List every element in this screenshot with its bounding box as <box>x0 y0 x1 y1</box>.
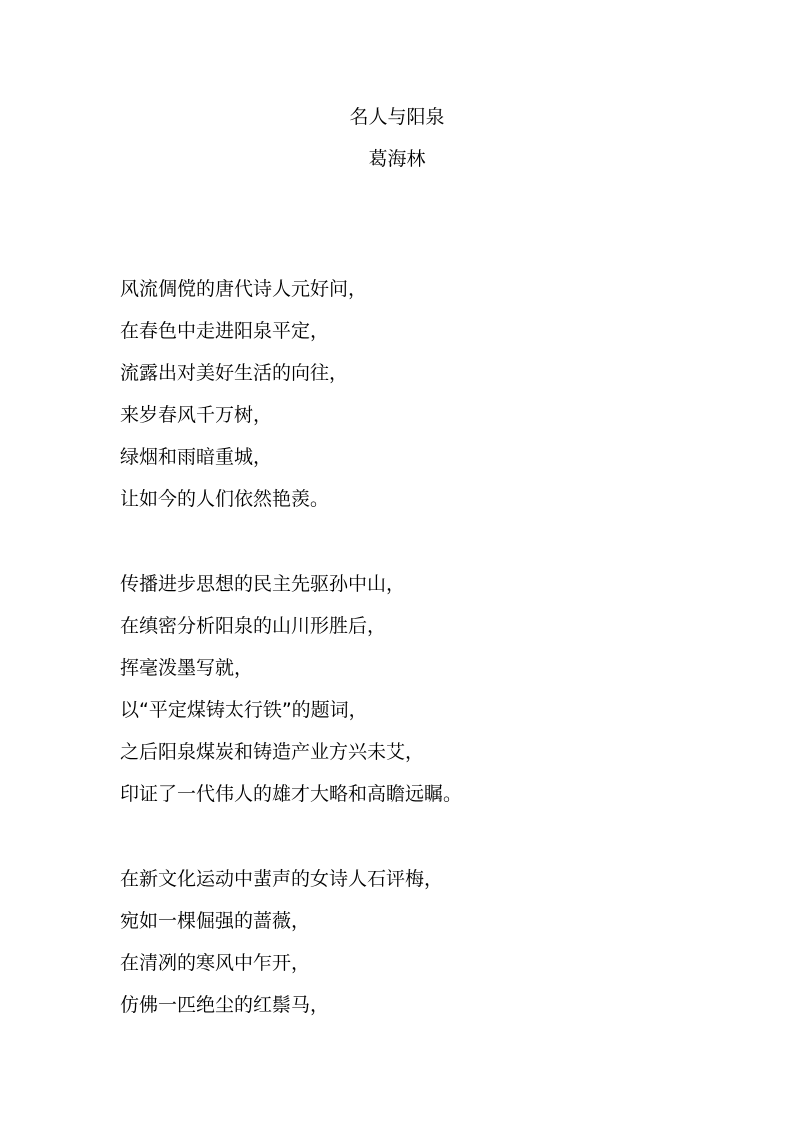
poem-line: 以“平定煤铸太行铁”的题词， <box>120 699 368 721</box>
poem-line: 绿烟和雨暗重城， <box>120 446 273 468</box>
poem-line: 在春色中走进阳泉平定， <box>120 320 330 342</box>
stanza-2 <box>120 563 720 815</box>
poem-line: 传播进步思想的民主先驱孙中山， <box>120 573 406 595</box>
poem-body <box>120 268 720 1069</box>
poem-line: 宛如一棵倔强的蔷薇， <box>120 910 311 932</box>
poem-line: 仿佛一匹绝尘的红鬃马， <box>120 994 330 1016</box>
poem-line: 在新文化运动中蜚声的女诗人石评梅， <box>120 868 444 890</box>
poem-line: 流露出对美好生活的向往， <box>120 362 349 384</box>
poem-line: 之后阳泉煤炭和铸造产业方兴未艾， <box>120 741 425 763</box>
poem-line: 在缜密分析阳泉的山川形胜后， <box>120 615 387 637</box>
stanza-1 <box>120 268 720 520</box>
stanza-3 <box>120 858 720 1026</box>
poem-line: 让如今的人们依然艳羡。 <box>120 488 330 510</box>
poem-line: 印证了一代伟人的雄才大略和高瞻远瞩。 <box>120 783 463 805</box>
poem-line: 挥毫泼墨写就， <box>120 657 254 679</box>
poem-title: 名人与阳泉 <box>349 106 445 128</box>
poem-line: 风流倜傥的唐代诗人元好问， <box>120 278 368 300</box>
poem-author: 葛海林 <box>368 148 426 170</box>
poem-line: 来岁春风千万树， <box>120 404 273 426</box>
poem-line: 在清冽的寒风中乍开， <box>120 952 311 974</box>
